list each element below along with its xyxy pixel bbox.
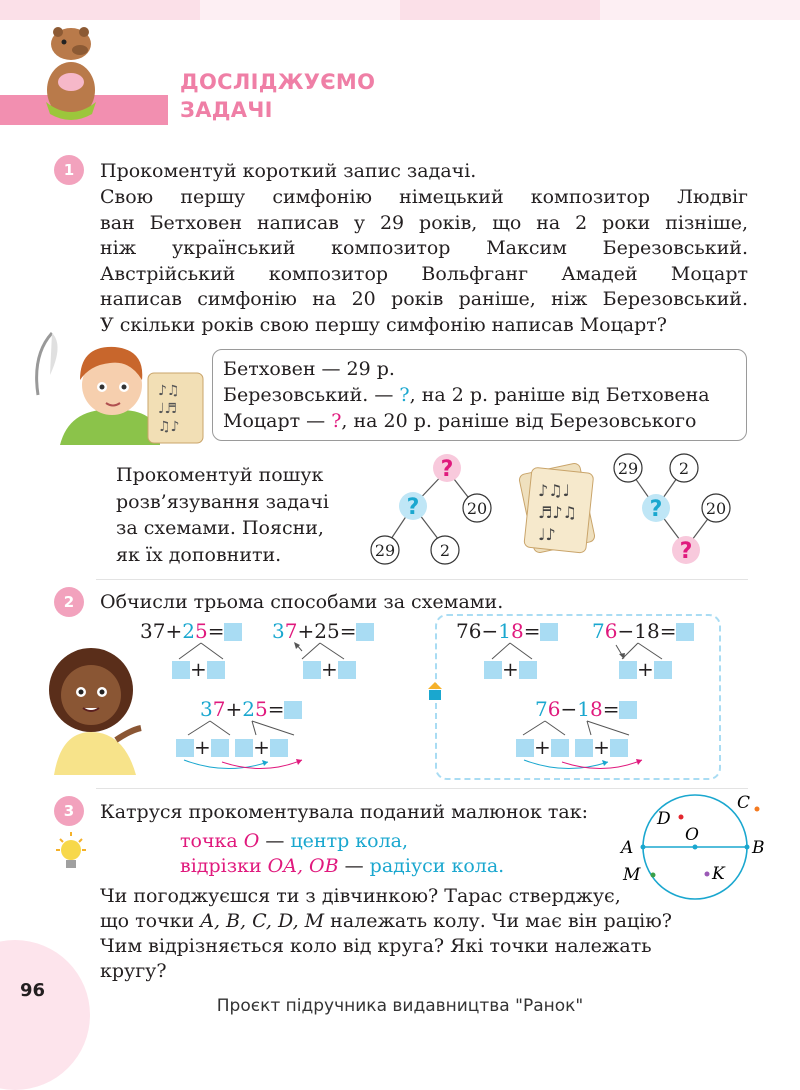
digit: 8 <box>510 619 524 643</box>
answer-box[interactable] <box>519 661 537 679</box>
section-title-line1: ДОСЛІДЖУЄМО <box>180 70 376 94</box>
svg-text:♫♪: ♫♪ <box>158 419 180 435</box>
equals: = <box>523 619 541 643</box>
answer-box[interactable] <box>211 739 229 757</box>
operator: + <box>194 735 211 759</box>
digit: 6 <box>547 697 561 721</box>
digit: 1 <box>498 619 511 643</box>
equals: = <box>659 619 677 643</box>
svg-text:♩♪: ♩♪ <box>538 525 556 544</box>
answer-box[interactable] <box>284 701 302 719</box>
svg-text:♪♫: ♪♫ <box>158 383 180 399</box>
digit: 7 <box>212 697 226 721</box>
scheme-prompt-line: розв’язування задачі <box>116 490 329 513</box>
task3-question-line: Чи погоджуєшся ти з дівчинкою? Тарас стверджує, <box>100 885 621 907</box>
equation-76-minus-18-b <box>592 619 694 643</box>
brief-text: Моцарт — <box>223 410 332 432</box>
tree2-right-label: 20 <box>705 499 727 518</box>
text: — <box>338 855 370 877</box>
task2-prompt: Обчисли трьома способами за схемами. <box>100 591 504 613</box>
scheme-prompt-line: за схемами. Поясни, <box>116 517 324 539</box>
lightbulb-icon <box>52 830 90 880</box>
task1-text-line: написав симфонію на 20 років раніше, ніж Березовський. <box>100 288 748 310</box>
operator: + <box>593 735 610 759</box>
music-sheets-icon <box>512 458 604 558</box>
digit: 7 <box>152 619 166 643</box>
task1-text-line: Австрійський композитор Вольфганг Амадей Моцарт <box>100 262 748 285</box>
digit: 7 <box>535 697 548 721</box>
brief-line-mozart <box>223 408 736 434</box>
brief-question-mark: ? <box>331 410 342 432</box>
equation-37-plus-25-a <box>140 619 242 643</box>
tree2-bottom-label: ? <box>679 539 693 564</box>
answer-box[interactable] <box>224 623 242 641</box>
digit: 3 <box>272 619 285 643</box>
operator: + <box>637 657 654 681</box>
scheme-tree-1 <box>365 450 500 572</box>
operator: + <box>297 619 315 643</box>
answer-box[interactable] <box>270 739 288 757</box>
point-a <box>641 845 646 850</box>
text: A, B, C, D, M <box>200 910 325 932</box>
answer-box[interactable] <box>551 739 569 757</box>
label-b: B <box>752 838 765 858</box>
equation-76-minus-18-c <box>535 697 637 721</box>
answer-box[interactable] <box>654 661 672 679</box>
point-m <box>651 873 656 878</box>
operator: + <box>502 657 519 681</box>
text: що точки <box>100 910 201 932</box>
divider <box>96 788 748 789</box>
task3-question-line: Чим відрізняється коло від круга? Які точки належать <box>100 935 652 957</box>
operator: + <box>225 697 243 721</box>
digit: 8 <box>646 619 660 643</box>
answer-box[interactable] <box>676 623 694 641</box>
answer-box[interactable] <box>172 661 190 679</box>
scheme-tree-2 <box>608 450 738 572</box>
decomposition-row <box>484 657 537 681</box>
task1-text-line: ніж український композитор Максим Березовський. <box>100 237 748 259</box>
point-d <box>679 815 684 820</box>
task1-text-line: У скільки років свою першу симфонію написав Моцарт? <box>100 313 667 336</box>
tree2-left-top-label: 29 <box>617 459 639 478</box>
answer-box[interactable] <box>176 739 194 757</box>
equation-37-plus-25-c <box>200 697 302 721</box>
arrows <box>176 756 316 776</box>
svg-text:♪♫♩: ♪♫♩ <box>538 481 571 500</box>
brief-line-beethoven: Бетховен — 29 р. <box>223 358 395 380</box>
answer-box[interactable] <box>484 661 502 679</box>
text: — <box>259 830 291 852</box>
text: O <box>243 830 260 852</box>
digit: 8 <box>589 697 603 721</box>
equation-76-minus-18-a <box>456 619 558 643</box>
equals: = <box>339 619 357 643</box>
section-title <box>180 68 375 124</box>
point-b <box>745 845 750 850</box>
answer-box[interactable] <box>610 739 628 757</box>
answer-box[interactable] <box>235 739 253 757</box>
answer-box[interactable] <box>303 661 321 679</box>
digit: 2 <box>314 619 327 643</box>
digit: 3 <box>140 619 153 643</box>
answer-box[interactable] <box>575 739 593 757</box>
scheme-prompt-line: Прокоментуй пошук <box>116 464 324 486</box>
digit: 6 <box>604 619 618 643</box>
brief-question-mark: ? <box>399 384 410 406</box>
task1-text-line: Свою першу симфонію німецький композитор Людвіг <box>100 186 748 208</box>
equals: = <box>602 697 620 721</box>
short-record-box <box>212 349 747 441</box>
top-decor-bar <box>0 0 800 20</box>
text: центр кола, <box>290 830 409 852</box>
operator: + <box>253 735 270 759</box>
task3-question-line <box>100 909 672 935</box>
task1-text <box>100 185 748 338</box>
brief-text: , на 2 р. раніше від Бетховена <box>409 384 710 406</box>
equals: = <box>267 697 285 721</box>
tree2-mid-label: ? <box>649 497 663 522</box>
answer-box[interactable] <box>619 701 637 719</box>
brief-line-berezovsky <box>223 382 736 408</box>
digit: 3 <box>200 697 213 721</box>
digit: 1 <box>634 619 647 643</box>
label-a: A <box>621 838 634 858</box>
point-o <box>693 845 698 850</box>
tree1-left-leaf-label: 29 <box>374 541 396 560</box>
operator: − <box>560 697 578 721</box>
task-number-badge: 3 <box>54 796 84 826</box>
digit: 6 <box>468 619 482 643</box>
scheme-prompt-line: як їх доповнити. <box>116 543 282 566</box>
task-number-badge: 2 <box>54 587 84 617</box>
brief-text: , на 20 р. раніше від Березовського <box>341 410 697 432</box>
task1-prompt: Прокоментуй короткий запис задачі. <box>100 160 477 182</box>
task3-line1 <box>180 829 408 855</box>
point-k <box>705 872 710 877</box>
answer-box[interactable] <box>338 661 356 679</box>
tree1-mid-label: ? <box>406 495 420 520</box>
operator: − <box>481 619 499 643</box>
task3-line2 <box>180 854 504 880</box>
arrows <box>516 756 656 776</box>
text: належать колу. Чи має він рацію? <box>324 910 672 932</box>
digit: 5 <box>254 697 268 721</box>
divider <box>96 579 748 580</box>
operator: − <box>617 619 635 643</box>
label-c: C <box>737 793 751 813</box>
tree1-right-label: 20 <box>466 499 488 518</box>
svg-text:♬♪♫: ♬♪♫ <box>538 503 577 522</box>
capybara-mascot-icon <box>36 22 106 120</box>
answer-box[interactable] <box>207 661 225 679</box>
decomposition-row <box>619 657 672 681</box>
label-k: K <box>712 864 725 884</box>
operator: + <box>321 657 338 681</box>
task3-prompt: Катруся прокоментувала поданий малюнок так: <box>100 801 588 823</box>
decomposition-row <box>172 657 225 681</box>
text: радіуси кола. <box>369 855 505 877</box>
text: відрізки <box>180 855 268 877</box>
equals: = <box>207 619 225 643</box>
digit: 2 <box>182 619 195 643</box>
digit: 5 <box>326 619 340 643</box>
circle-diagram <box>615 790 775 910</box>
tree1-top-label: ? <box>440 457 454 482</box>
brief-text: Березовський. — <box>223 384 400 406</box>
answer-box[interactable] <box>356 623 374 641</box>
operator: + <box>534 735 551 759</box>
task1-text-line: ван Бетховен написав у 29 років, що на 2 роки пізніше, <box>100 211 748 234</box>
curly-girl-illustration <box>36 640 146 775</box>
decomposition-row <box>303 657 356 681</box>
digit: 7 <box>456 619 469 643</box>
point-c <box>755 807 760 812</box>
digit: 1 <box>577 697 590 721</box>
task-number-badge: 1 <box>54 155 84 185</box>
text: OA, OB <box>267 855 339 877</box>
composer-boy-illustration <box>30 325 210 450</box>
digit: 2 <box>242 697 255 721</box>
label-o: O <box>685 825 699 845</box>
tree1-right-leaf-label: 2 <box>439 541 451 560</box>
equation-37-plus-25-b <box>272 619 374 643</box>
digit: 7 <box>592 619 605 643</box>
section-title-line2: ЗАДАЧІ <box>180 98 273 122</box>
footer-text: Проєкт підручника видавництва "Ранок" <box>216 996 584 1016</box>
tree2-right-top-label: 2 <box>678 459 690 478</box>
operator: + <box>165 619 183 643</box>
text: точка <box>180 830 244 852</box>
answer-box[interactable] <box>540 623 558 641</box>
svg-text:♩♬: ♩♬ <box>158 401 178 417</box>
task3-question-line: кругу? <box>100 960 167 982</box>
answer-box[interactable] <box>516 739 534 757</box>
answer-box[interactable] <box>619 661 637 679</box>
label-d: D <box>657 809 671 829</box>
scheme-prompt <box>116 462 329 568</box>
house-icon <box>427 681 443 701</box>
page-number: 96 <box>20 980 46 1001</box>
digit: 7 <box>284 619 298 643</box>
label-m: M <box>623 865 641 885</box>
operator: + <box>190 657 207 681</box>
digit: 5 <box>194 619 208 643</box>
